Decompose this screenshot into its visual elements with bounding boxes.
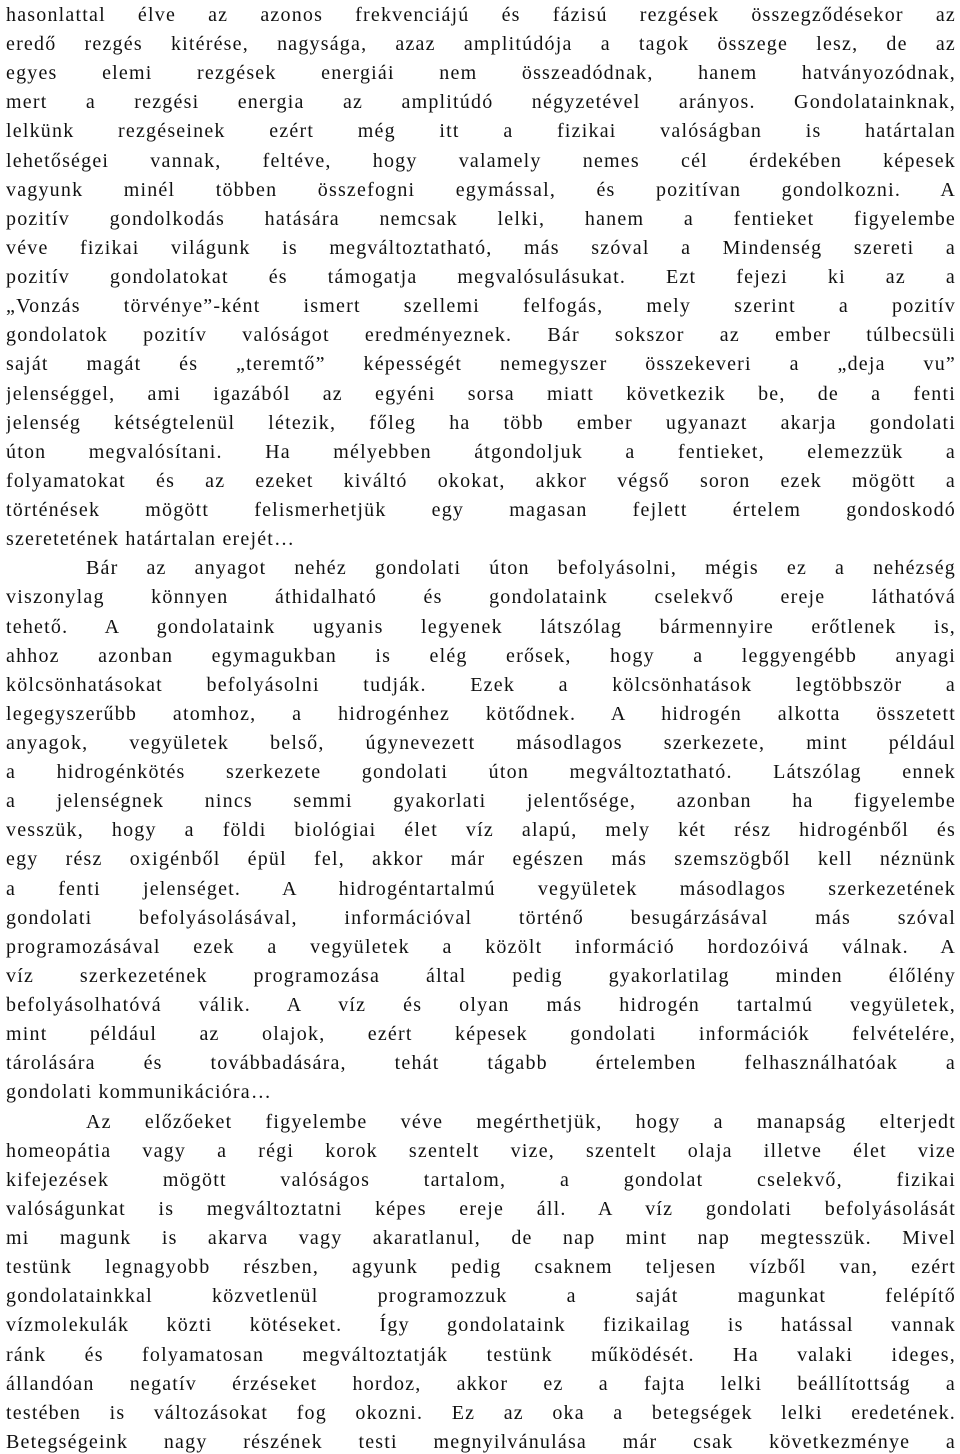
paragraph-2-line: programozásával ezek a vegyületek a közölt információ hordozóivá válnak. A bbox=[6, 935, 956, 958]
paragraph-3-line: testünk legnagyobb részben, agyunk pedig csaknem teljesen vízből van, ezért bbox=[6, 1256, 956, 1279]
paragraph-2-line: víz szerkezetének programozása által pedig gyakorlatilag minden élőlény bbox=[6, 964, 956, 987]
paragraph-1-line: úton megvalósítani. Ha mélyebben átgondoljuk a fentieket, elemezzük a bbox=[6, 440, 956, 463]
paragraph-1-line: pozitív gondolkodás hatására nemcsak lelki, hanem a fentieket figyelembe bbox=[6, 207, 956, 230]
paragraph-2-line: viszonylag könnyen áthidalható és gondolataink cselekvő ereje láthatóvá bbox=[6, 586, 956, 609]
paragraph-3-line: gondolatainkkal közvetlenül programozzuk a saját magunkat felépítő bbox=[6, 1285, 956, 1308]
paragraph-1-line: hasonlattal élve az azonos frekvenciájú és fázisú rezgések összegződésekor az bbox=[6, 4, 956, 26]
paragraph-2-line: ahhoz azonban egymagukban is elég erősek, hogy a leggyengébb anyagi bbox=[6, 644, 956, 667]
document-page bbox=[6, 0, 956, 1454]
paragraph-2-line: legegyszerűbb atomhoz, a hidrogénhez kötődnek. A hidrogén alkotta összetett bbox=[6, 702, 956, 725]
paragraph-2-line: Bár az anyagot nehéz gondolati úton befolyásolni, mégis ez a nehézség bbox=[86, 557, 956, 580]
paragraph-1-line: „Vonzás törvénye”-ként ismert szellemi felfogás, mely szerint a pozitív bbox=[6, 295, 956, 318]
paragraph-2-line: tehető. A gondolataink ugyanis legyenek látszólag bármennyire erőtlenek is, bbox=[6, 615, 956, 638]
paragraph-3-line: mi magunk is akarva vagy akaratlanul, de nap mint nap megtesszük. Mivel bbox=[6, 1227, 956, 1250]
paragraph-1-line: mert a rezgési energia az amplitúdó négyzetével arányos. Gondolatainknak, bbox=[6, 91, 956, 114]
paragraph-3-line: állandóan negatív érzéseket hordoz, akkor ez a fajta lelki beállítottság a bbox=[6, 1372, 956, 1395]
paragraph-1-line: jelenséggel, ami igazából az egyéni sorsa miatt következik be, de a fenti bbox=[6, 382, 956, 405]
paragraph-2-line: tárolására és továbbadására, tehát tágabb értelemben felhasználhatóak a bbox=[6, 1052, 956, 1075]
paragraph-2-line: anyagok, vegyületek belső, úgynevezett másodlagos szerkezete, mint például bbox=[6, 732, 956, 754]
paragraph-3-line: Betegségeink nagy részének testi megnyilvánulása már csak következménye a bbox=[6, 1430, 956, 1453]
paragraph-1-line: eredő rezgés kitérése, nagysága, azaz amplitúdója a tagok összege lesz, de az bbox=[6, 33, 956, 56]
paragraph-2-line: befolyásolhatóvá válik. A víz és olyan más hidrogén tartalmú vegyületek, bbox=[6, 994, 956, 1017]
paragraph-1-line: vagyunk minél többen összefogni egymással, és pozitívan gondolkozni. A bbox=[6, 178, 956, 201]
paragraph-1-line: lelkünk rezgéseinek ezért még itt a fizikai valóságban is határtalan bbox=[6, 120, 956, 143]
paragraph-1-line: lehetőségei vannak, feltéve, hogy valamely nemes cél érdekében képesek bbox=[6, 149, 956, 172]
paragraph-2-line: a jelenségnek nincs semmi gyakorlati jelentősége, azonban ha figyelembe bbox=[6, 790, 956, 813]
paragraph-2-line: vesszük, hogy a földi biológiai élet víz alapú, mely két rész hidrogénből és bbox=[6, 819, 956, 842]
paragraph-3-line: ránk és folyamatosan megváltoztatják testünk működését. Ha valaki ideges, bbox=[6, 1343, 956, 1366]
paragraph-1-line: véve fizikai világunk is megváltoztatható, más szóval a Mindenség szereti a bbox=[6, 236, 956, 259]
paragraph-2-line: a fenti jelenséget. A hidrogéntartalmú vegyületek másodlagos szerkezetének bbox=[6, 877, 956, 900]
paragraph-3-line: vízmolekulák közti kötéseket. Így gondolataink fizikailag is hatással vannak bbox=[6, 1314, 956, 1337]
paragraph-2-line: a hidrogénkötés szerkezete gondolati úton megváltoztatható. Látszólag ennek bbox=[6, 761, 956, 784]
paragraph-1-line: szeretetének határtalan erejét… bbox=[6, 528, 296, 551]
paragraph-2-line: gondolati kommunikációra… bbox=[6, 1081, 273, 1104]
paragraph-2-line: egy rész oxigénből épül fel, akkor már egészen más szemszögből kell néznünk bbox=[6, 848, 956, 871]
paragraph-3-line: valóságunkat is megváltoztatni képes ereje áll. A víz gondolati befolyásolását bbox=[6, 1197, 956, 1220]
paragraph-1-line: történések mögött felismerhetjük egy magasan fejlett értelem gondoskodó bbox=[6, 499, 956, 522]
paragraph-1-line: gondolatok pozitív valóságot eredményeznek. Bár sokszor az ember túlbecsüli bbox=[6, 324, 956, 347]
paragraph-1-line: egyes elemi rezgések energiái nem összeadódnak, hanem hatványozódnak, bbox=[6, 62, 956, 85]
paragraph-2-line: mint például az olajok, ezért képesek gondolati információk felvételére, bbox=[6, 1023, 956, 1046]
paragraph-2-line: gondolati befolyásolásával, információval történő besugárzásával más szóval bbox=[6, 906, 956, 929]
paragraph-1-line: pozitív gondolatokat és támogatja megvalósulásukat. Ezt fejezi ki az a bbox=[6, 266, 956, 289]
paragraph-1-line: folyamatokat és az ezeket kiváltó okokat, akkor végső soron ezek mögött a bbox=[6, 469, 956, 492]
paragraph-2-line: kölcsönhatásokat befolyásolni tudják. Ezek a kölcsönhatások legtöbbször a bbox=[6, 673, 956, 696]
paragraph-1-line: jelenség kétségtelenül létezik, főleg ha több ember ugyanazt akarja gondolati bbox=[6, 411, 956, 434]
paragraph-3-line: testében is változásokat fog okozni. Ez az oka a betegségek lelki eredetének. bbox=[6, 1401, 956, 1424]
paragraph-1-line: saját magát és „teremtő” képességét nemegyszer összekeveri a „deja vu” bbox=[6, 353, 956, 376]
paragraph-3-line: Az előzőeket figyelembe véve megérthetjük, hogy a manapság elterjedt bbox=[86, 1110, 956, 1133]
paragraph-3-line: homeopátia vagy a régi korok szentelt vize, szentelt olaja illetve élet vize bbox=[6, 1139, 956, 1162]
paragraph-3-line: kifejezések mögött valóságos tartalom, a gondolat cselekvő, fizikai bbox=[6, 1168, 956, 1191]
